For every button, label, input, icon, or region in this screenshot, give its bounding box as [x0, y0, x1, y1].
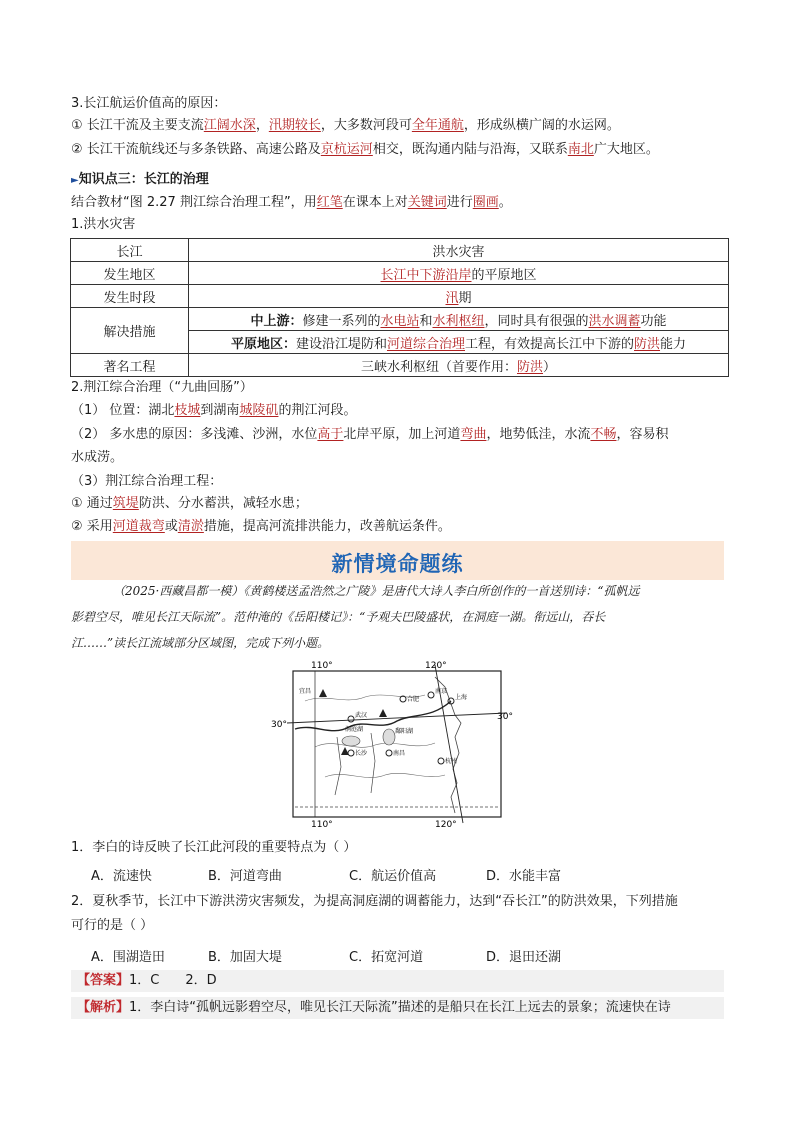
svg-text:长沙: 长沙 [355, 750, 368, 757]
table-cell: 长江中下游沿岸的平原地区 [189, 262, 729, 285]
svg-text:120°: 120° [425, 661, 447, 671]
passage-line-2: 影碧空尽，唯见长江天际流”。范仲淹的《岳阳楼记》：“予观夫巴陵盛状，在洞庭一湖。衔远山，吞长 [71, 610, 606, 624]
analysis-text: 1．李白诗“孤帆远影碧空尽，唯见长江天际流”描述的是船只在长江上远去的景象；流速快在诗 [129, 1000, 671, 1015]
triangle-marker-icon: ► [71, 175, 79, 186]
keyword: 南北 [567, 142, 594, 157]
knowledge-point-heading: ►知识点三：长江的治理 [71, 172, 209, 187]
question-1-stem: 1．李白的诗反映了长江此河段的重要特点为（ ） [71, 840, 357, 855]
svg-text:洞庭湖: 洞庭湖 [345, 726, 364, 733]
yangtze-region-map [271, 657, 513, 830]
table-row [71, 239, 729, 262]
keyword: 关键词 [407, 195, 447, 210]
table-cell: 中上游：修建一系列的水电站和水利枢纽，同时具有很强的洪水调蓄功能 [189, 308, 729, 331]
option-c: C．航运价值高 [349, 869, 437, 884]
keyword: 江阔水深 [203, 118, 256, 133]
analysis-tag: 【解析】 [77, 1000, 130, 1015]
jingjiang-project-title: （3）荆江综合治理工程： [71, 474, 223, 489]
passage-line-1: （2025·西藏昌都一模）《黄鹤楼送孟浩然之广陵》是唐代大诗人李白所创作的一首送别诗：“孤帆远 [113, 584, 640, 598]
svg-text:30°: 30° [497, 712, 513, 722]
table-cell: 发生地区 [71, 262, 189, 285]
option-b: B．加固大堤 [208, 950, 282, 965]
question-2-stem-cont: 可行的是（ ） [71, 918, 154, 933]
svg-text:110°: 110° [311, 661, 333, 671]
question-2-stem: 2．夏秋季节，长江中下游洪涝灾害频发，为提高洞庭湖的调蓄能力，达到“吞长江”的防洪效果，下列措施 [71, 894, 678, 909]
table-cell: 解决措施 [71, 308, 189, 354]
table-row [71, 354, 729, 377]
section-banner [71, 541, 724, 580]
table-row [71, 262, 729, 285]
option-d: D．退田还湖 [486, 950, 562, 965]
analysis-block [71, 997, 724, 1019]
jingjiang-cause: （2） 多水患的原因：多浅滩、沙洲，水位高于北岸平原，加上河道弯曲，地势低洼，水流不畅，容易积 [71, 427, 669, 442]
option-c: C．拓宽河道 [349, 950, 424, 965]
keyword: 圈画 [472, 195, 499, 210]
keyword: 红笔 [316, 195, 343, 210]
jingjiang-project-1: ① 通过筑堤防洪、分水蓄洪，减轻水患； [71, 496, 308, 511]
svg-text:上海: 上海 [455, 694, 468, 701]
table-row [71, 308, 729, 331]
table-cell: 著名工程 [71, 354, 189, 377]
option-d: D．水能丰富 [486, 869, 562, 884]
keyword: 全年通航 [411, 118, 464, 133]
subsection-flood: 1.洪水灾害 [71, 217, 136, 232]
passage-line-3: 江……”读长江流域部分区域图，完成下列小题。 [71, 636, 330, 650]
svg-text:110°: 110° [311, 820, 333, 830]
reason-item-2: ② 长江干流航线还与多条铁路、高速公路及京杭运河相交，既沟通内陆与沿海，又联系南北广大地区。 [71, 142, 659, 157]
table-cell: 平原地区：建设沿江堤防和河道综合治理工程，有效提高长江中下游的防洪能力 [189, 331, 729, 354]
option-a: A．围湖造田 [91, 950, 165, 965]
section-title-shipping: 3.长江航运价值高的原因： [71, 96, 227, 111]
keyword: 京杭运河 [320, 142, 373, 157]
table-cell: 发生时段 [71, 285, 189, 308]
svg-text:宜昌: 宜昌 [299, 688, 312, 695]
table-cell: 长江 [71, 239, 189, 262]
svg-text:合肥: 合肥 [407, 696, 420, 703]
jingjiang-title: 2.荆江综合治理（“九曲回肠”） [71, 380, 253, 395]
table-cell: 三峡水利枢纽（首要作用：防洪） [189, 354, 729, 377]
jingjiang-cause-cont: 水成涝。 [71, 450, 124, 465]
knowledge-intro: 结合教材“图 2.27 荆江综合治理工程”，用红笔在课本上对关键词进行圈画。 [71, 195, 512, 210]
table-cell: 汛期 [189, 285, 729, 308]
svg-text:30°: 30° [271, 720, 287, 730]
reason-item-1: ① 长江干流及主要支流江阔水深，汛期较长，大多数河段可全年通航，形成纵横广阔的水运网。 [71, 118, 620, 133]
answer-block [71, 970, 724, 992]
svg-text:南京: 南京 [435, 688, 448, 695]
flood-table [70, 238, 729, 377]
jingjiang-location: （1） 位置：湖北枝城到湖南城陵矶的荆江河段。 [71, 403, 357, 418]
table-cell: 洪水灾害 [189, 239, 729, 262]
keyword: 汛期较长 [268, 118, 321, 133]
table-row [71, 285, 729, 308]
svg-text:鄱阳湖: 鄱阳湖 [395, 728, 414, 735]
svg-text:南昌: 南昌 [393, 750, 406, 757]
svg-text:杭州: 杭州 [445, 758, 458, 765]
option-a: A．流速快 [91, 869, 152, 884]
jingjiang-project-2: ② 采用河道裁弯或清淤措施，提高河流排洪能力，改善航运条件。 [71, 519, 451, 534]
answer-text: 1．C 2．D [129, 973, 217, 988]
svg-text:120°: 120° [435, 820, 457, 830]
answer-tag: 【答案】 [77, 973, 130, 988]
banner-title: 新情境命题练 [331, 552, 464, 576]
option-b: B．河道弯曲 [208, 869, 282, 884]
svg-text:武汉: 武汉 [355, 712, 368, 719]
